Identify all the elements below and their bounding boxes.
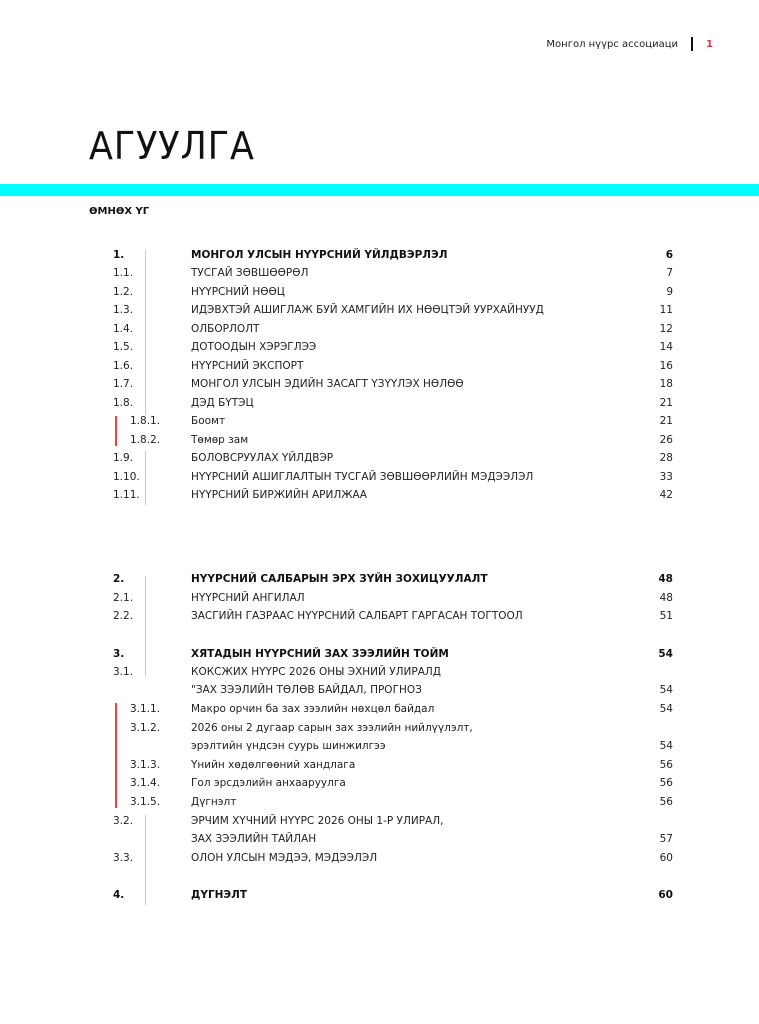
toc-label: ЭРЧИМ ХҮЧНИЙ НҮҮРС 2026 ОНЫ 1-Р УЛИРАЛ, [191,815,444,827]
toc-number: 1.5. [113,341,134,353]
toc-label: Үнийн хөдөлгөөний хандлага [191,759,356,771]
toc-label: НҮҮРСНИЙ АНГИЛАЛ [191,592,305,604]
toc-number: 1.9. [113,452,134,464]
toc-label: ОЛБОРЛОЛТ [191,323,260,335]
toc-label: ЗАСГИЙН ГАЗРААС НҮҮРСНИЙ САЛБАРТ ГАРГАСАН ТОГТООЛ [191,610,523,622]
toc-section[interactable] [0,589,759,607]
toc-label: КОКСЖИХ НҮҮРС 2026 ОНЫ ЭХНИЙ УЛИРАЛД [191,666,441,678]
toc-label: БОЛОВСРУУЛАХ ҮЙЛДВЭР [191,452,334,464]
toc-page-number: 18 [659,378,673,390]
toc-number: 2.1. [113,592,134,604]
toc-label: ТУСГАЙ ЗӨВШӨӨРӨЛ [191,267,309,279]
toc-page-number: 56 [659,777,673,789]
toc-section[interactable] [0,283,759,301]
toc-number: 3.1.4. [130,777,161,789]
toc-section[interactable] [0,264,759,282]
toc-page-number: 60 [659,852,673,864]
toc-label: Гол эрсдэлийн анхааруулга [191,777,346,789]
toc-page-number: 28 [659,452,673,464]
toc-page-number: 7 [666,267,673,279]
toc-chapter[interactable] [0,246,759,264]
toc-label: ОЛОН УЛСЫН МЭДЭЭ, МЭДЭЭЛЭЛ [191,852,378,864]
page-number: 1 [706,38,713,50]
toc-page-number: 9 [666,286,673,298]
publisher-name: Монгол нүүрс ассоциаци [546,38,679,50]
toc-preface-link[interactable]: ӨМНӨХ ҮГ [89,206,150,217]
toc-number: 1.3. [113,304,134,316]
toc-page-number: 26 [659,434,673,446]
toc-label-continued: эрэлтийн үндсэн суурь шинжилгээ [191,740,386,752]
toc-label: НҮҮРСНИЙ ЭКСПОРТ [191,360,304,372]
toc-subsection[interactable] [0,700,759,718]
toc-number: 3.1. [113,666,134,678]
toc-page-number: 21 [659,415,673,427]
header-divider [691,37,693,51]
toc-number: 2.2. [113,610,134,622]
toc-page-number: 54 [659,684,673,696]
toc-number: 3.1.5. [130,796,161,808]
toc-number: 1.10. [113,471,140,483]
toc-number: 2. [113,573,125,585]
toc-page-number: 12 [659,323,673,335]
toc-chapter[interactable] [0,570,759,588]
toc-label: НҮҮРСНИЙ САЛБАРЫН ЭРХ ЗҮЙН ЗОХИЦУУЛАЛТ [191,573,488,585]
toc-number: 1.8.2. [130,434,161,446]
toc-page-number: 14 [659,341,673,353]
toc-number: 1.11. [113,489,140,501]
toc-number: 1.7. [113,378,134,390]
toc-label-continued: "ЗАХ ЗЭЭЛИЙН ТӨЛӨВ БАЙДАЛ, ПРОГНОЗ [191,684,422,696]
toc-section[interactable] [0,812,759,845]
toc-label: ДҮГНЭЛТ [191,889,248,901]
toc-page-number: 16 [659,360,673,372]
toc-label-continued: ЗАХ ЗЭЭЛИЙН ТАЙЛАН [191,833,317,845]
toc-number: 1.6. [113,360,134,372]
toc-section[interactable] [0,849,759,867]
toc-page-number: 6 [665,249,673,261]
toc-chapter[interactable] [0,886,759,904]
toc-label: МОНГОЛ УЛСЫН НҮҮРСНИЙ ҮЙЛДВЭРЛЭЛ [191,249,448,261]
toc-number: 1.1. [113,267,134,279]
toc-label: НҮҮРСНИЙ НӨӨЦ [191,286,285,298]
toc-page-number: 56 [659,759,673,771]
toc-subsection[interactable] [0,756,759,774]
toc-page-number: 42 [659,489,673,501]
toc-label: ДЭД БҮТЭЦ [191,397,254,409]
toc-page-number: 54 [659,740,673,752]
toc-subsection[interactable] [0,431,759,449]
toc-label: Төмөр зам [191,434,249,446]
toc-subsection[interactable] [0,793,759,811]
toc-section[interactable] [0,338,759,356]
toc-section[interactable] [0,357,759,375]
toc-page-number: 51 [659,610,673,622]
toc-label: МОНГОЛ УЛСЫН ЭДИЙН ЗАСАГТ ҮЗҮҮЛЭХ НӨЛӨӨ [191,378,464,390]
toc-label: НҮҮРСНИЙ БИРЖИЙН АРИЛЖАА [191,489,367,501]
toc-number: 3.2. [113,815,134,827]
toc-label: Макро орчин ба зах зээлийн нөхцөл байдал [191,703,435,715]
toc-section[interactable] [0,320,759,338]
toc-section[interactable] [0,663,759,696]
toc-section[interactable] [0,301,759,319]
toc-label: 2026 оны 2 дугаар сарын зах зээлийн нийлүүлэлт, [191,722,473,734]
toc-number: 1. [113,249,125,261]
accent-bar [0,184,759,196]
toc-number: 1.8.1. [130,415,161,427]
toc-section[interactable] [0,449,759,467]
toc-number: 1.4. [113,323,134,335]
toc-label: ХЯТАДЫН НҮҮРСНИЙ ЗАХ ЗЭЭЛИЙН ТОЙМ [191,648,449,660]
toc-number: 3.1.2. [130,722,161,734]
toc-page-number: 33 [659,471,673,483]
toc-number: 1.8. [113,397,134,409]
toc-page-number: 60 [658,889,673,901]
toc-section[interactable] [0,468,759,486]
toc-page-number: 48 [658,573,673,585]
toc-page-number: 56 [659,796,673,808]
toc-page-number: 54 [658,648,673,660]
toc-number: 4. [113,889,125,901]
toc-page-number: 21 [659,397,673,409]
page-header [546,36,713,52]
toc-subsection[interactable] [0,412,759,430]
toc-number: 3.1.3. [130,759,161,771]
toc-number: 3.1.1. [130,703,161,715]
toc-subsection[interactable] [0,774,759,792]
toc-chapter[interactable] [0,645,759,663]
toc-page-number: 11 [659,304,673,316]
page-title: АГУУЛГА [89,124,255,168]
toc-section[interactable] [0,607,759,625]
toc-section[interactable] [0,394,759,412]
toc-label: Дүгнэлт [191,796,237,808]
toc-subsection[interactable] [0,719,759,752]
toc-label: ИДЭВХТЭЙ АШИГЛАЖ БУЙ ХАМГИЙН ИХ НӨӨЦТЭЙ УУРХАЙНУУД [191,304,544,316]
toc-section[interactable] [0,486,759,504]
toc-number: 1.2. [113,286,134,298]
toc-section[interactable] [0,375,759,393]
toc-page-number: 48 [659,592,673,604]
toc-label: Боомт [191,415,226,427]
toc-number: 3.3. [113,852,134,864]
toc-label: НҮҮРСНИЙ АШИГЛАЛТЫН ТУСГАЙ ЗӨВШӨӨРЛИЙН МЭДЭЭЛЭЛ [191,471,534,483]
toc-number: 3. [113,648,125,660]
toc-label: ДОТООДЫН ХЭРЭГЛЭЭ [191,341,317,353]
toc-page-number: 57 [659,833,673,845]
toc-page-number: 54 [659,703,673,715]
